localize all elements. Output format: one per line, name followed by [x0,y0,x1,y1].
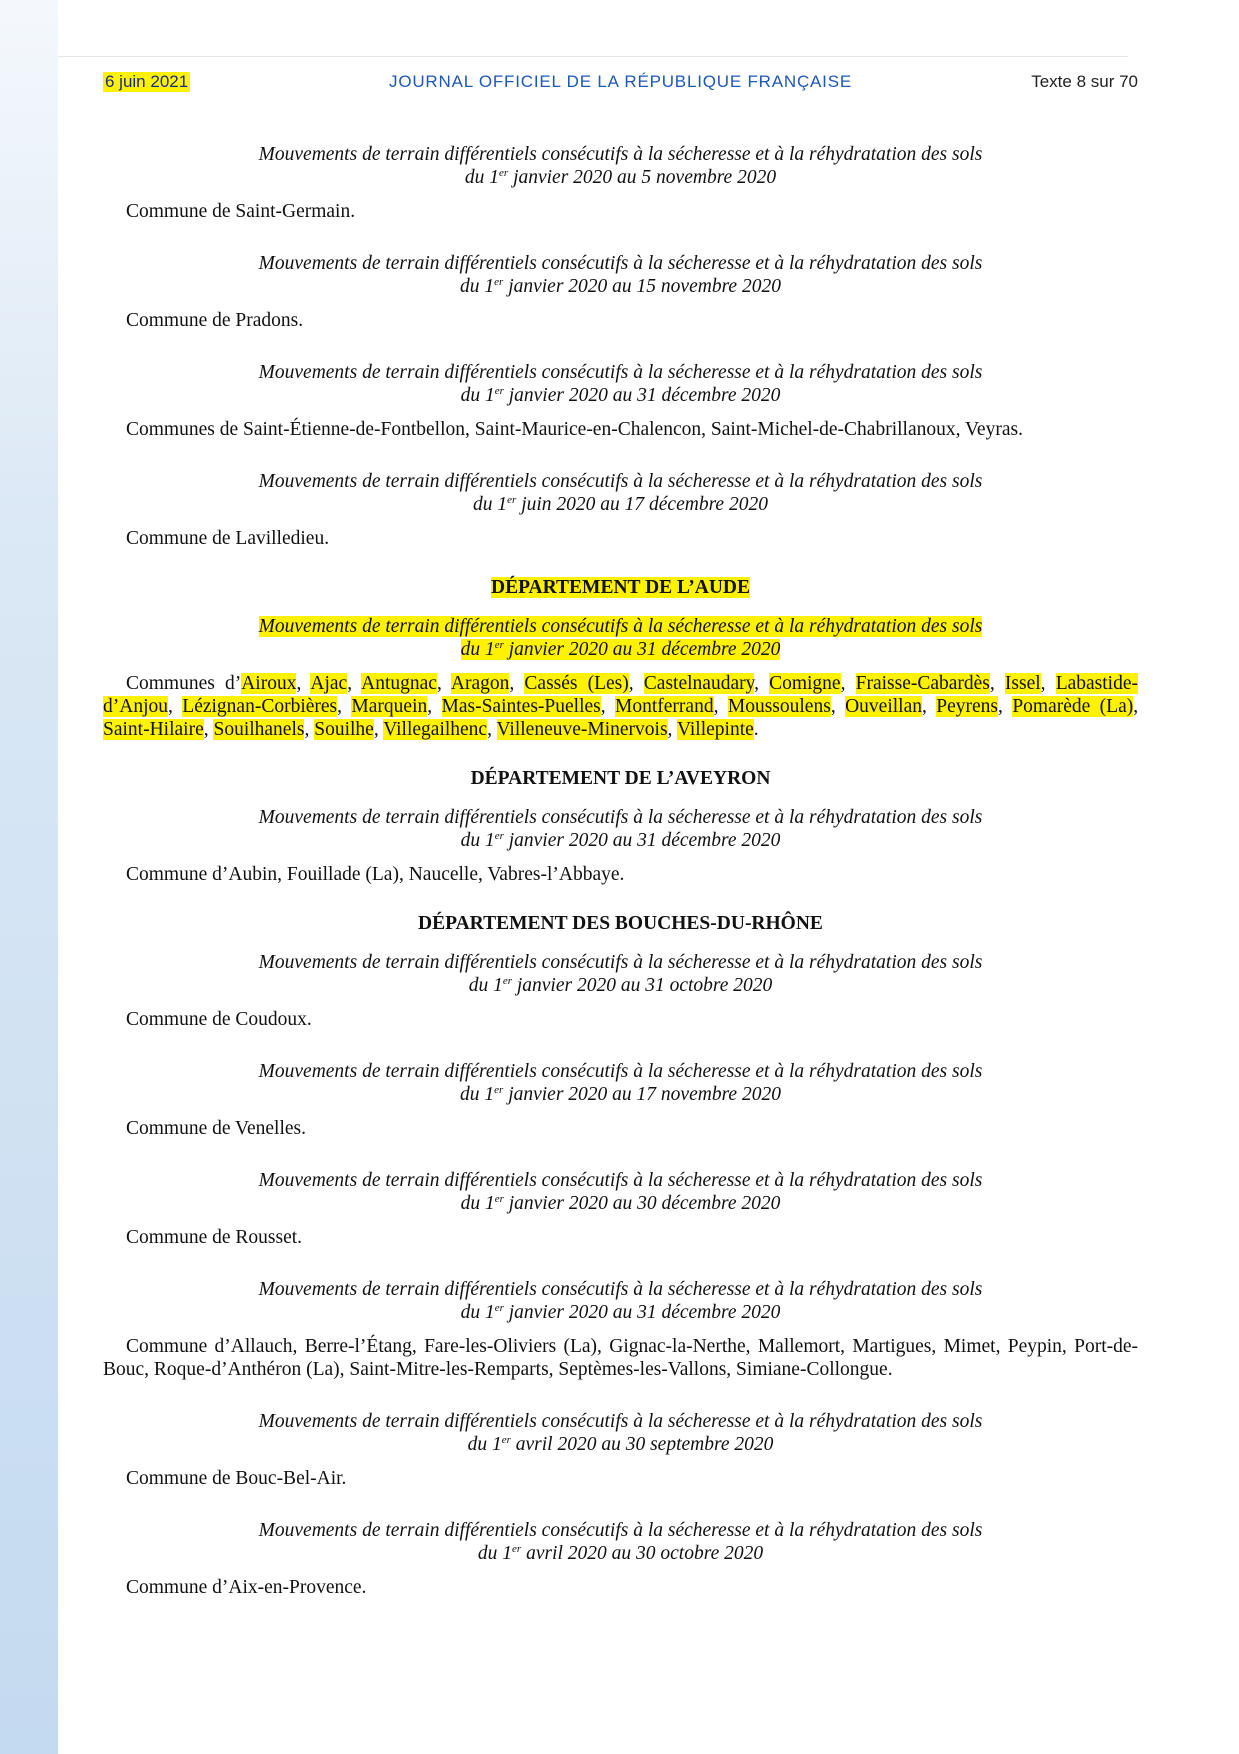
ordinal-suffix: er [494,276,504,288]
period-date-start: du 1 [460,1302,495,1323]
period-title: Mouvements de terrain différentiels consécutifs à la sécheresse et à la réhydratation des sols [258,144,983,165]
ordinal-suffix: er [494,1193,504,1205]
period-title: Mouvements de terrain différentiels consécutifs à la sécheresse et à la réhydratation des sols [258,1411,983,1432]
period-date-start: du 1 [460,639,495,660]
commune-list-aude: Communes d’Airoux, Ajac, Antugnac, Aragon, Cassés (Les), Castelnaudary, Comigne, Fraisse-Cabardès, Issel, Labastide-d’Anjou, Lézignan-Corbières, Marquein, Mas-Saintes-Puelles, Montferrand, Moussoulens, Ouveillan, Peyrens, Pomarède (La), Saint-Hilaire, Souilhanels, Souilhe, Villegailhenc, Villeneuve-Minervois, Villepinte. [103,673,1139,740]
commune-name: Comigne [769,673,841,694]
commune-list: Communes de Saint-Étienne-de-Fontbellon, Saint-Maurice-en-Chalencon, Saint-Michel-de-Chabrillanoux, Veyras. [126,419,1023,440]
period-heading [103,1519,1138,1565]
ordinal-suffix: er [502,975,512,987]
commune-name: Moussoulens [727,696,831,717]
commune-list: Commune de Venelles. [126,1118,306,1139]
document-body [103,143,1138,1599]
period-title: Mouvements de terrain différentiels consécutifs à la sécheresse et à la réhydratation des sols [258,952,983,973]
ordinal-suffix: er [512,1543,522,1555]
page-number: Texte 8 sur 70 [1031,72,1138,91]
commune-list: Commune d’Aix-en-Provence. [126,1577,367,1598]
ordinal-suffix: er [499,167,509,179]
commune-list: Commune de Bouc-Bel-Air. [126,1468,347,1489]
period-date-range: janvier 2020 au 15 novembre 2020 [503,276,781,297]
commune-list: Commune d’Allauch, Berre-l’Étang, Fare-les-Oliviers (La), Gignac-la-Nerthe, Mallemort, Martigues, Mimet, Peypin, Port-de-Bouc, Roque-d’Anthéron (La), Saint-Mitre-les-Remparts, Septèmes-les-Vallons, Simiane-Collongue. [103,1336,1138,1380]
period-date-start: du 1 [460,385,495,406]
department-title: DÉPARTEMENT DE L’AVEYRON [470,768,771,789]
period-date-start: du 1 [468,975,503,996]
page-header [103,72,1138,96]
period-date-start: du 1 [460,1193,495,1214]
ordinal-suffix: er [494,385,504,397]
department-heading-bouches-du-rhone [103,912,1138,935]
period-date-range: janvier 2020 au 31 décembre 2020 [503,385,781,406]
commune-name: Antugnac [361,673,437,694]
commune-name: Pomarède (La) [1012,696,1134,717]
ordinal-suffix: er [494,1084,504,1096]
commune-name: Villeneuve-Minervois [496,719,668,740]
period-title: Mouvements de terrain différentiels consécutifs à la sécheresse et à la réhydratation des sols [258,362,983,383]
ordinal-suffix: er [507,494,517,506]
commune-prefix: Communes d’ [126,673,242,694]
period-title: Mouvements de terrain différentiels consécutifs à la sécheresse et à la réhydratation des sols [258,471,983,492]
period-title: Mouvements de terrain différentiels consécutifs à la sécheresse et à la réhydratation des sols [258,616,983,637]
period-heading [103,361,1138,407]
period-date-start: du 1 [460,276,495,297]
journal-title: JOURNAL OFFICIEL DE LA RÉPUBLIQUE FRANÇAISE [389,72,852,91]
period-heading [103,806,1138,852]
period-date-range: janvier 2020 au 5 novembre 2020 [508,167,777,188]
period-title: Mouvements de terrain différentiels consécutifs à la sécheresse et à la réhydratation des sols [258,807,983,828]
period-heading [103,1410,1138,1456]
commune-name: Marquein [351,696,428,717]
period-date-range: juin 2020 au 17 décembre 2020 [516,494,768,515]
commune-name: Villegailhenc [383,719,488,740]
commune-list: Commune de Pradons. [126,310,304,331]
commune-name: Peyrens [936,696,999,717]
commune-name: Airoux [241,673,297,694]
period-heading [103,470,1138,516]
commune-name: Ajac [310,673,348,694]
commune-list: Commune de Lavilledieu. [126,528,330,549]
commune-name: Montferrand [615,696,714,717]
period-date-start: du 1 [477,1543,513,1564]
period-date-start: du 1 [460,1084,495,1105]
commune-name: Villepinte [676,719,754,740]
period-title: Mouvements de terrain différentiels consécutifs à la sécheresse et à la réhydratation des sols [258,1279,983,1300]
period-date-range: janvier 2020 au 31 décembre 2020 [503,830,781,851]
period-heading [103,143,1138,189]
department-heading-aude [103,576,1138,599]
commune-list: Commune de Rousset. [126,1227,303,1248]
period-date-start: du 1 [467,1434,502,1455]
period-date-range: janvier 2020 au 17 novembre 2020 [503,1084,781,1105]
commune-name: Fraisse-Cabardès [855,673,990,694]
period-date-range: avril 2020 au 30 septembre 2020 [510,1434,774,1455]
period-title: Mouvements de terrain différentiels consécutifs à la sécheresse et à la réhydratation des sols [258,1061,983,1082]
ordinal-suffix: er [494,1302,504,1314]
commune-name: Saint-Hilaire [103,719,204,740]
period-heading [103,615,1138,661]
commune-name: Castelnaudary [643,673,755,694]
period-heading [103,1278,1138,1324]
commune-name: Issel [1004,673,1041,694]
commune-name: Lézignan-Corbières [182,696,338,717]
period-heading [103,252,1138,298]
department-heading-aveyron [103,767,1138,790]
period-heading [103,1060,1138,1106]
commune-list: Commune de Coudoux. [126,1009,312,1030]
commune-name: Cassés (Les) [524,673,629,694]
period-date-start: du 1 [460,830,495,851]
period-date-range: janvier 2020 au 31 décembre 2020 [503,1302,781,1323]
header-date: 6 juin 2021 [105,72,189,91]
period-heading [103,951,1138,997]
commune-name: Souilhe [314,719,374,740]
commune-name: Aragon [450,673,510,694]
ordinal-suffix: er [494,639,504,651]
ordinal-suffix: er [494,830,504,842]
period-date-range: janvier 2020 au 31 octobre 2020 [511,975,773,996]
commune-name: Labastide-d’Anjou [103,673,1138,717]
period-date-range: avril 2020 au 30 octobre 2020 [521,1543,764,1564]
header-rule [58,56,1128,57]
period-title: Mouvements de terrain différentiels consécutifs à la sécheresse et à la réhydratation des sols [258,1520,983,1541]
commune-name: Souilhanels [213,719,305,740]
period-date-start: du 1 [473,494,508,515]
commune-list: Commune d’Aubin, Fouillade (La), Naucelle, Vabres-l’Abbaye. [126,864,625,885]
commune-name: Mas-Saintes-Puelles [441,696,601,717]
department-title: DÉPARTEMENT DES BOUCHES-DU-RHÔNE [418,913,823,934]
period-title: Mouvements de terrain différentiels consécutifs à la sécheresse et à la réhydratation des sols [258,253,983,274]
period-heading [103,1169,1138,1215]
commune-name: Ouveillan [845,696,922,717]
period-date-range: janvier 2020 au 30 décembre 2020 [503,1193,781,1214]
ordinal-suffix: er [501,1434,511,1446]
commune-list: Commune de Saint-Germain. [126,201,356,222]
period-date-range: janvier 2020 au 31 décembre 2020 [503,639,781,660]
period-title: Mouvements de terrain différentiels consécutifs à la sécheresse et à la réhydratation des sols [258,1170,983,1191]
department-title: DÉPARTEMENT DE L’AUDE [491,577,750,598]
page-margin-band [0,0,58,1754]
period-date-start: du 1 [464,167,500,188]
